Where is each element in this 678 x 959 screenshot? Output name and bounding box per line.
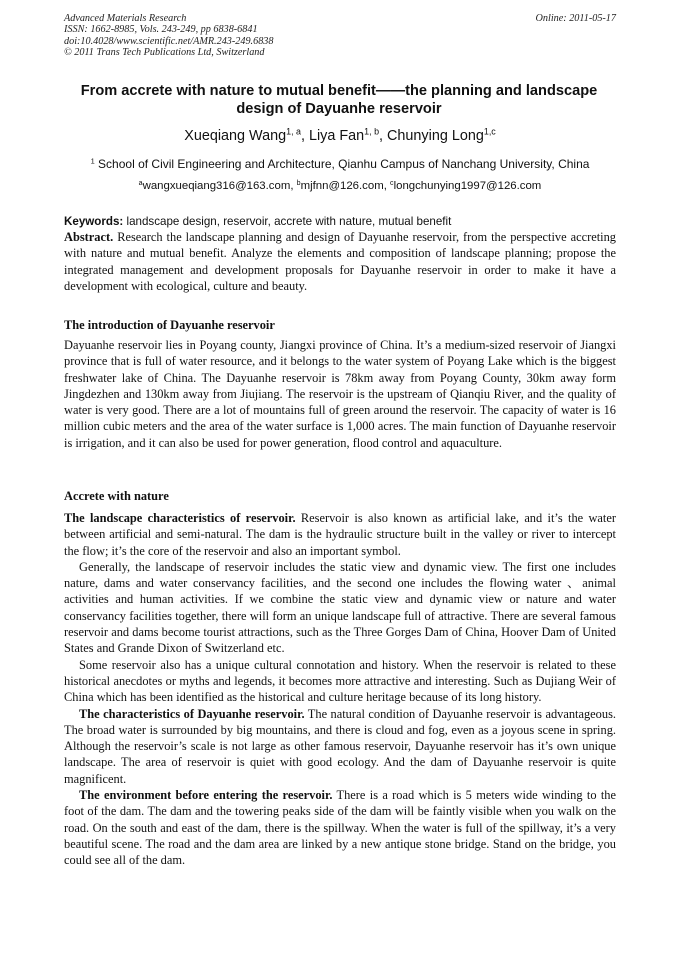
author-emails: $^a$wangxueqiang316@163.com, $^b$mjfnn@126.com, $^c$longchunying1997@126.com — [138, 179, 542, 192]
keywords-text: landscape design, reservoir, accrete with nature, mutual benefit — [126, 215, 452, 228]
author-name: Liya Fan — [308, 128, 365, 144]
author-list: Xueqiang Wang$^{1, a}$, Liya Fan$^{1, b}$, Chunying Long$^{1,c}$ — [184, 126, 496, 144]
keywords-label: Keywords: — [64, 215, 124, 228]
author-affiliation-mark: 1, a — [286, 126, 301, 137]
affiliation — [64, 157, 616, 172]
paragraph: Some reservoir also has a unique cultural connotation and history. When the reservoir is related to these historical anecdotes or myths and legends, it becomes more attractive and interesting. Such as Dujiang Weir of China which has been identified as the historical and culture heritage because of its long history. — [64, 657, 616, 705]
journal-header — [64, 13, 616, 59]
section-body — [64, 510, 616, 869]
author-name: Xueqiang Wang — [184, 128, 287, 144]
author-affiliation-mark: 1, b — [364, 126, 380, 137]
author-affiliation-mark: 1,c — [483, 126, 496, 137]
affiliation-text: School of Civil Engineering and Architecture, Qianhu Campus of Nanchang University, China — [98, 157, 590, 171]
email-address: longchunying1997@126.com — [393, 180, 542, 192]
abstract-label: Abstract. — [64, 230, 114, 244]
section-heading: Accrete with nature — [64, 489, 169, 503]
author-name: Chunying Long — [387, 128, 484, 144]
paragraph: The characteristics of Dayuanhe reservoir. The natural condition of Dayuanhe reservoir is advantageous. The broad water is surrounded by big mountains, and there is cloud and fog, even as a joyous scene in spring. Although the reservoir’s scale is not large as other famous reservoir, Dayuanhe reservoir has it’s own unique landscape. The area of reservoir is quiet with good ecology. And the dam of Dayuanhe reservoir is quite magnificent. — [64, 706, 616, 786]
paragraph-lead: The landscape characteristics of reservoir. — [64, 511, 296, 525]
journal-issn: ISSN: 1662-8985, Vols. 243-249, pp 6838-6841 — [64, 24, 258, 36]
paragraph-lead: The environment before entering the reservoir. — [79, 788, 333, 803]
paragraph: Dayuanhe reservoir lies in Poyang county, Jiangxi province of China. It’s a medium-sized reservoir of Jiangxi province that is full of water resource, and it belongs to the water system of Poyang Lake which is the biggest freshwater lake of China. The Dayuanhe reservoir is 78km away from Poyang County, 30km away form Jingdezhen and 130km away from Jiujiang. The reservoir is the upstream of Qianqiu River, and the quality of water is very good. There are a lot of mountains full of green around the reservoir. The capacity of water is 16 million cubic meters and the area of the water surface is 1,000 acres. The main function of Dayuanhe reservoir is irrigation, and it can also be used for power generation, flood control and aquaculture. — [64, 338, 616, 450]
paragraph-lead: The characteristics of Dayuanhe reservoir. — [79, 706, 305, 721]
affiliation-mark: 1 — [90, 156, 95, 166]
paragraph: Generally, the landscape of reservoir includes the static view and dynamic view. The first one includes nature, dams and water conservancy facilities, and the second one includes the flowing water 、animal activities and human activities. If we combine the static view and dynamic view or nature and water conservancy facilities together, there will form an unique landscape full of attractive. There are several famous reservoir and dams become tourist attractions, such as the Three Gorges Dam of China, Hoover Dam of United States and Grande Dixon of Switzerland etc. — [64, 559, 616, 656]
abstract-text: Research the landscape planning and design of Dayuanhe reservoir, from the perspective accreting with nature and mutual benefit. Analyze the elements and composition of landscape planning; propose the integrated management and development proposals for Dayuanhe reservoir in order to make it have a development with ecological, culture and beauty. — [64, 230, 616, 293]
section-heading: The introduction of Dayuanhe reservoir — [64, 318, 275, 332]
online-date: Online: 2011-05-17 — [535, 13, 616, 24]
keywords — [64, 214, 616, 229]
journal-copyright: © 2011 Trans Tech Publications Ltd, Switzerland — [64, 47, 265, 59]
journal-doi: doi:10.4028/www.scientific.net/AMR.243-249.6838 — [64, 35, 274, 47]
journal-name: Advanced Materials Research — [64, 13, 187, 24]
email-address: mjfnn@126.com — [300, 180, 384, 192]
paper-title: From accrete with nature to mutual benefit——the planning and landscape design of Dayuanhe reservoir — [80, 83, 598, 117]
email-address: wangxueqiang316@163.com — [142, 180, 291, 192]
paragraph: The landscape characteristics of reservoir. Reservoir is also known as artificial lake, and it’s the water between artificial and semi-natural. The dam is the hydraulic structure built in the valley or river to intercept the flow; it’s the core of the reservoir and also an important symbol. — [64, 511, 616, 558]
abstract — [64, 229, 616, 294]
paragraph: The environment before entering the reservoir. There is a road which is 5 meters wide winding to the foot of the dam. The dam and the towering peaks side of the dam will be faintly visible when you walk on the road. On the south and east of the dam, there is the spillway. When the water is full of the spillway, it’s a very beautiful scene. The road and the dam area are linked by a new antique stone bridge. Stand on the bridge, you could see all of the dam. — [64, 788, 616, 868]
